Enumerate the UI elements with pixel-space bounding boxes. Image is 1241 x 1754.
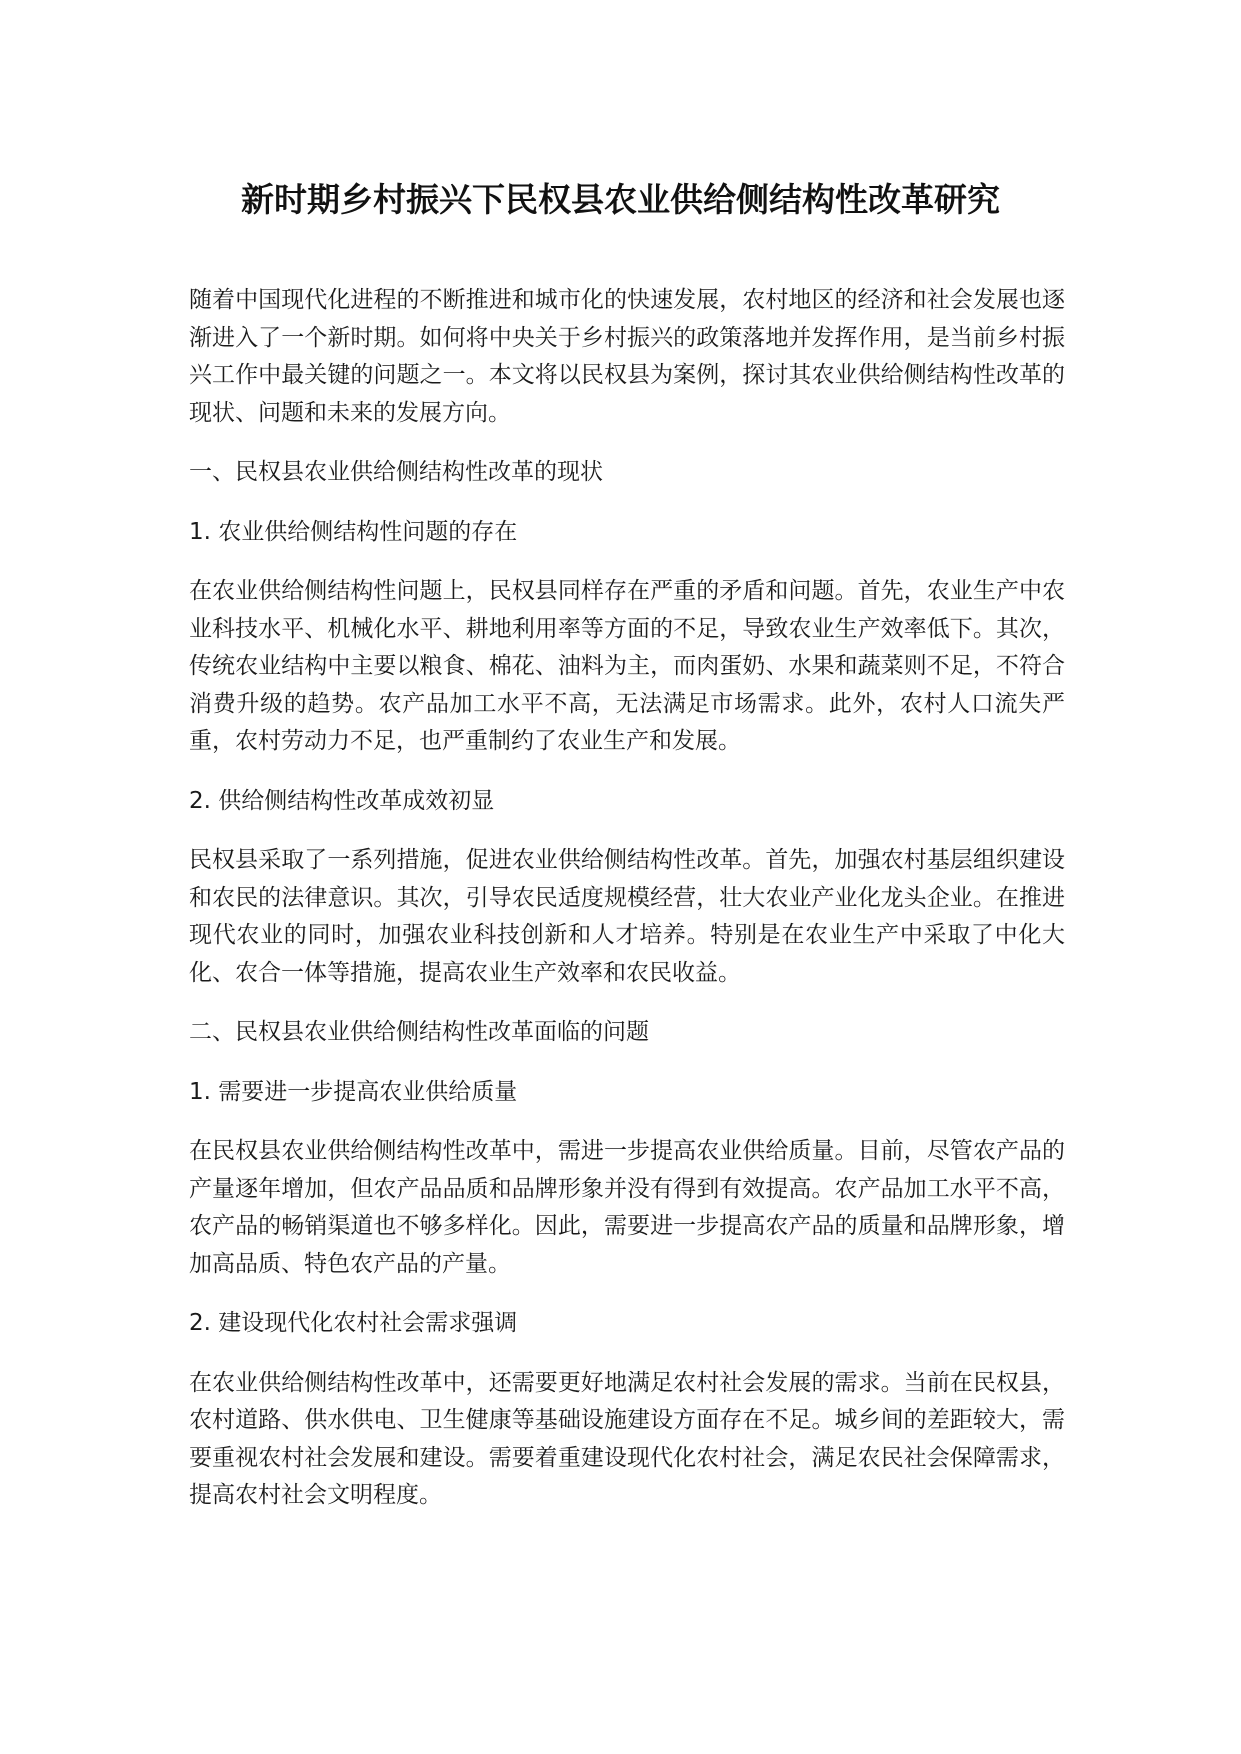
section-heading-1: 一、民权县农业供给侧结构性改革的现状 (189, 459, 603, 485)
intro-paragraph: 随着中国现代化进程的不断推进和城市化的快速发展，农村地区的经济和社会发展也逐渐进入了一个新时期。如何将中央关于乡村振兴的政策落地并发挥作用，是当前乡村振兴工作中最关键的问题之一。本文将以民权县为案例，探讨其农业供给侧结构性改革的现状、问题和未来的发展方向。 (189, 287, 1065, 426)
paragraph-2-1: 在民权县农业供给侧结构性改革中，需进一步提高农业供给质量。目前，尽管农产品的产量逐年增加，但农产品品质和品牌形象并没有得到有效提高。农产品加工水平不高，农产品的畅销渠道也不够多样化。因此，需要进一步提高农产品的质量和品牌形象，增加高品质、特色农产品的产量。 (189, 1138, 1065, 1277)
section-heading-2: 二、民权县农业供给侧结构性改革面临的问题 (189, 1019, 649, 1045)
subsection-heading-2-1: 1. 需要进一步提高农业供给质量 (189, 1078, 518, 1105)
paragraph-1-2: 民权县采取了一系列措施，促进农业供给侧结构性改革。首先，加强农村基层组织建设和农民的法律意识。其次，引导农民适度规模经营，壮大农业产业化龙头企业。在推进现代农业的同时，加强农业科技创新和人才培养。特别是在农业生产中采取了中化大化、农合一体等措施，提高农业生产效率和农民收益。 (189, 847, 1065, 986)
subsection-heading-2-2: 2. 建设现代化农村社会需求强调 (189, 1310, 518, 1336)
subsection-heading-1-1: 1. 农业供给侧结构性问题的存在 (189, 518, 518, 545)
paragraph-1-1: 在农业供给侧结构性问题上，民权县同样存在严重的矛盾和问题。首先，农业生产中农业科技水平、机械化水平、耕地利用率等方面的不足，导致农业生产效率低下。其次，传统农业结构中主要以粮食、棉花、油料为主，而肉蛋奶、水果和蔬菜则不足，不符合消费升级的趋势。农产品加工水平不高，无法满足市场需求。此外，农村人口流失严重，农村劳动力不足，也严重制约了农业生产和发展。 (189, 578, 1065, 754)
document-title: 新时期乡村振兴下民权县农业供给侧结构性改革研究 (241, 180, 1000, 219)
paragraph-2-2: 在农业供给侧结构性改革中，还需要更好地满足农村社会发展的需求。当前在民权县，农村道路、供水供电、卫生健康等基础设施建设方面存在不足。城乡间的差距较大，需要重视农村社会发展和建设。需要着重建设现代化农村社会，满足农民社会保障需求，提高农村社会文明程度。 (189, 1369, 1065, 1508)
subsection-heading-1-2: 2. 供给侧结构性改革成效初显 (189, 787, 495, 814)
document-body (189, 282, 1065, 1537)
